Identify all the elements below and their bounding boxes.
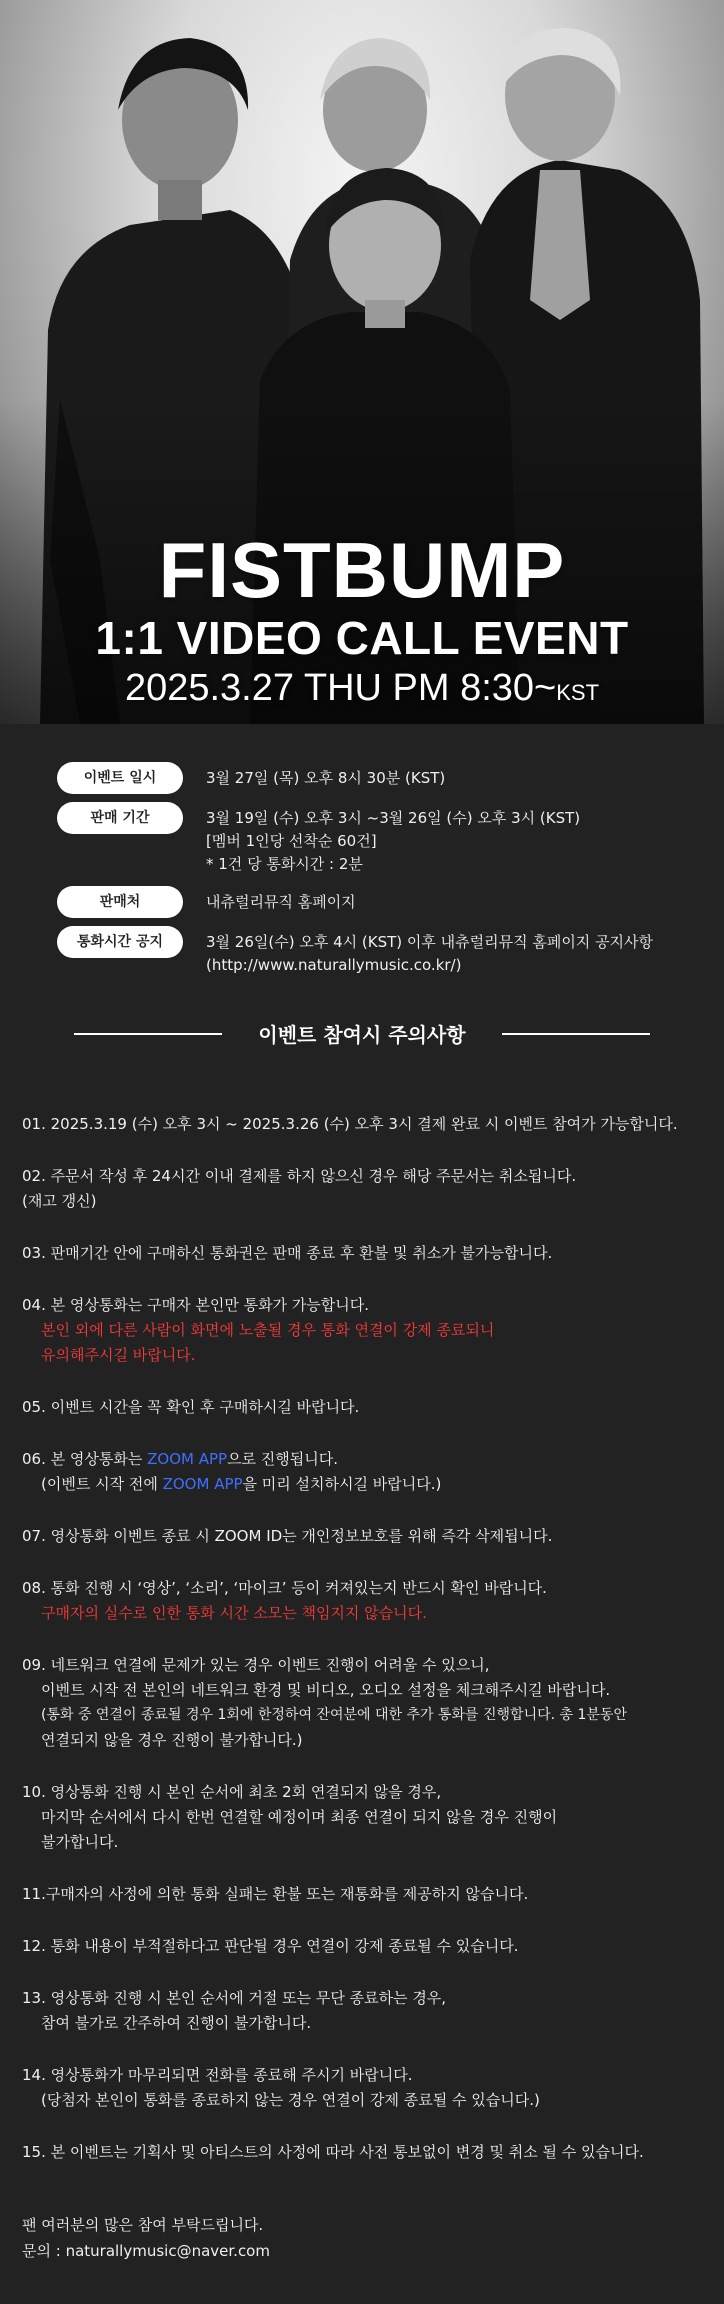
notice-item-12 — [22, 1934, 716, 1959]
info-label-event-time: 이벤트 일시 — [57, 762, 183, 794]
footer-thanks: 팬 여러분의 많은 참여 부탁드립니다. — [22, 2216, 264, 2234]
notice-item-14 — [22, 2063, 716, 2113]
hero-subtitle: 1:1 VIDEO CALL EVENT — [95, 612, 629, 664]
notice-item-10 — [22, 1780, 716, 1855]
notice-text: 11.구매자의 사정에 의한 통화 실패는 환불 또는 재통화를 제공하지 않습니다. — [22, 1885, 529, 1903]
info-link[interactable]: (http://www.naturallymusic.co.kr/) — [206, 956, 462, 974]
info-value-vendor — [206, 886, 356, 914]
notice-text: 01. 2025.3.19 (수) 오후 3시 ~ 2025.3.26 (수) 오후 3시 결제 완료 시 이벤트 참여가 가능합니다. — [22, 1115, 678, 1133]
notice-text: 03. 판매기간 안에 구매하신 통화권은 판매 종료 후 환불 및 취소가 불가능합니다. — [22, 1244, 553, 1262]
notice-text: 12. 통화 내용이 부적절하다고 판단될 경우 연결이 강제 종료될 수 있습니다. — [22, 1937, 519, 1955]
notice-text: 마지막 순서에서 다시 한번 연결할 예정이며 최종 연결이 되지 않을 경우 진행이 — [41, 1808, 558, 1826]
notice-text — [22, 1472, 716, 1497]
info-row-vendor — [0, 886, 724, 918]
notice-title: 이벤트 참여시 주의사항 — [258, 1023, 466, 1047]
notice-text: 13. 영상통화 진행 시 본인 순서에 거절 또는 무단 종료하는 경우, — [22, 1989, 447, 2007]
hero-date — [0, 664, 724, 717]
heading-divider-right — [502, 1033, 650, 1035]
notice-text: 연결되지 않을 경우 진행이 불가합니다.) — [41, 1731, 303, 1749]
info-row-sale-period — [0, 802, 724, 876]
notice-warning-text: 본인 외에 다른 사람이 화면에 노출될 경우 통화 연결이 강제 종료되니 — [41, 1321, 495, 1339]
info-value-event-time — [206, 762, 445, 790]
info-line: 3월 19일 (수) 오후 3시 ~3월 26일 (수) 오후 3시 (KST) — [206, 809, 581, 827]
notice-warning-text: 구매자의 실수로 인한 통화 시간 소모는 책임지지 않습니다. — [41, 1604, 427, 1622]
notice-item-13 — [22, 1986, 716, 2036]
info-line: 내츄럴리뮤직 홈페이지 — [206, 893, 356, 911]
notice-item-11 — [22, 1882, 716, 1907]
notice-item-02 — [22, 1164, 716, 1214]
notice-text: 불가합니다. — [41, 1833, 119, 1851]
info-label-sale-period: 판매 기간 — [57, 802, 183, 834]
notice-text-part: (이벤트 시작 전에 — [41, 1475, 163, 1493]
info-value-call-notice — [206, 926, 653, 977]
footer-contact[interactable]: 문의 : naturallymusic@naver.com — [22, 2242, 270, 2260]
notice-item-06 — [22, 1447, 716, 1497]
event-info-table — [0, 724, 724, 977]
hero-banner — [0, 0, 724, 724]
notice-text: 10. 영상통화 진행 시 본인 순서에 최초 2회 연결되지 않을 경우, — [22, 1783, 442, 1801]
info-label-vendor: 판매처 — [57, 886, 183, 918]
info-row-call-notice — [0, 926, 724, 977]
notice-item-15 — [22, 2140, 716, 2165]
hero-date-value: 2025.3.27 THU PM 8:30~ — [124, 667, 557, 709]
notice-text: (통화 중 연결이 종료될 경우 1회에 한정하여 잔여분에 대한 추가 통화를 진행합니다. 총 1분동안 — [41, 1707, 627, 1723]
info-line: * 1건 당 통화시간 : 2분 — [206, 855, 363, 873]
notice-text-part: 06. 본 영상통화는 — [22, 1450, 148, 1468]
notice-text-part: 으로 진행됩니다. — [227, 1450, 339, 1468]
hero-text-block — [0, 528, 724, 717]
zoom-app-highlight: ZOOM APP — [162, 1475, 243, 1493]
notice-text-part: 을 미리 설치하시길 바랍니다.) — [242, 1475, 442, 1493]
hero-title: FISTBUMP — [158, 526, 566, 614]
info-line: 3월 26일(수) 오후 4시 (KST) 이후 내츄럴리뮤직 홈페이지 공지사항 — [206, 933, 654, 951]
notice-text: 14. 영상통화가 마무리되면 전화를 종료해 주시기 바랍니다. — [22, 2066, 413, 2084]
notice-item-03 — [22, 1241, 716, 1266]
notice-text: 15. 본 이벤트는 기획사 및 아티스트의 사정에 따라 사전 통보없이 변경 및 취소 될 수 있습니다. — [22, 2143, 644, 2161]
info-row-event-time — [0, 762, 724, 794]
notice-text: (재고 갱신) — [22, 1192, 97, 1210]
notice-text: 07. 영상통화 이벤트 종료 시 ZOOM ID는 개인정보보호를 위해 즉각 삭제됩니다. — [22, 1527, 553, 1545]
zoom-app-highlight: ZOOM APP — [147, 1450, 228, 1468]
notice-text: 09. 네트워크 연결에 문제가 있는 경우 이벤트 진행이 어려울 수 있으니, — [22, 1656, 490, 1674]
notice-item-05 — [22, 1395, 716, 1420]
notice-item-01 — [22, 1112, 716, 1137]
heading-divider-left — [74, 1033, 222, 1035]
notice-item-09 — [22, 1653, 716, 1753]
info-line: [멤버 1인당 선착순 60건] — [206, 832, 377, 850]
hero-date-suffix: KST — [556, 680, 600, 705]
notice-list — [0, 1112, 724, 2165]
info-label-call-notice: 통화시간 공지 — [57, 926, 183, 958]
footer — [0, 2192, 724, 2304]
notice-heading — [0, 1019, 724, 1048]
notice-text: 04. 본 영상통화는 구매자 본인만 통화가 가능합니다. — [22, 1296, 370, 1314]
notice-text: 참여 불가로 간주하여 진행이 불가합니다. — [41, 2014, 312, 2032]
notice-item-07 — [22, 1524, 716, 1549]
notice-warning-text: 유의해주시길 바랍니다. — [41, 1346, 196, 1364]
notice-text: (당첨자 본인이 통화를 종료하지 않는 경우 연결이 강제 종료될 수 있습니다.) — [41, 2091, 540, 2109]
info-line: 3월 27일 (목) 오후 8시 30분 (KST) — [206, 769, 446, 787]
notice-text: 이벤트 시작 전 본인의 네트워크 환경 및 비디오, 오디오 설정을 체크해주시길 바랍니다. — [41, 1681, 611, 1699]
notice-text: 08. 통화 진행 시 ‘영상’, ‘소리’, ‘마이크’ 등이 켜져있는지 반드시 확인 바랍니다. — [22, 1579, 547, 1597]
notice-item-08 — [22, 1576, 716, 1626]
info-value-sale-period — [206, 802, 580, 876]
notice-text — [22, 1447, 716, 1472]
notice-text: 02. 주문서 작성 후 24시간 이내 결제를 하지 않으신 경우 해당 주문서는 취소됩니다. — [22, 1167, 577, 1185]
notice-item-04 — [22, 1293, 716, 1368]
notice-text: 05. 이벤트 시간을 꼭 확인 후 구매하시길 바랍니다. — [22, 1398, 360, 1416]
